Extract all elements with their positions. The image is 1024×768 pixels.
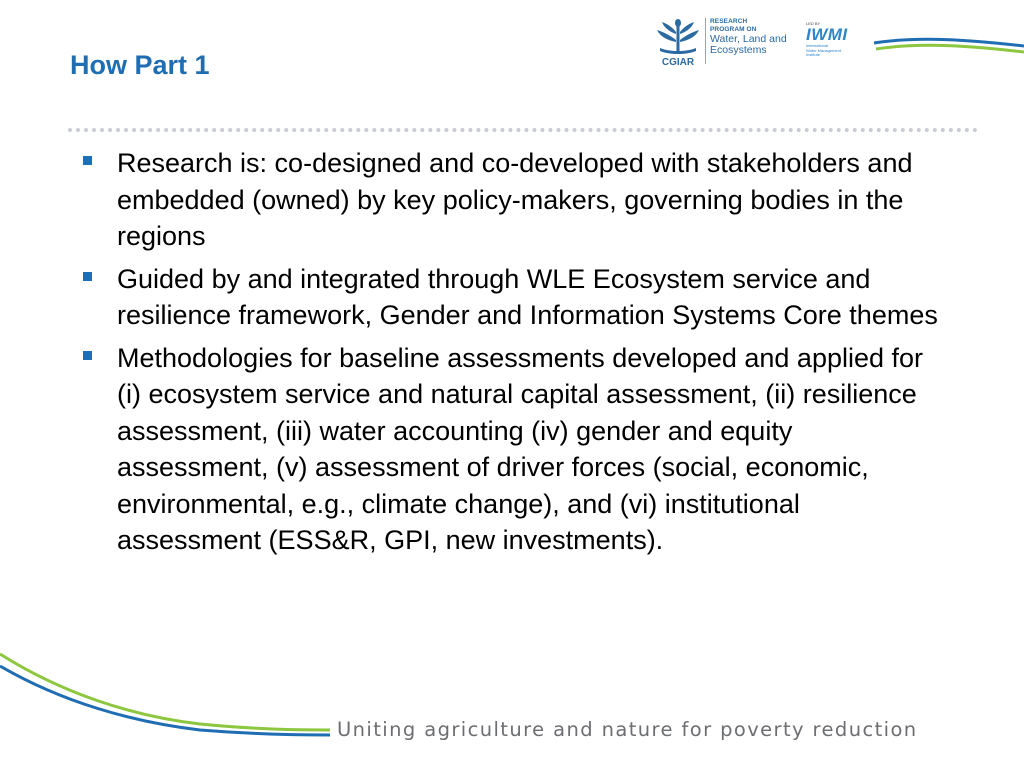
footer-wave-decoration <box>0 630 330 740</box>
bullet-text: Research is: co-designed and co-developed with stakeholders and embedded (owned) by key policy-makers, governing bodies in the regions <box>117 148 913 251</box>
iwmi-sub-2: Water Management <box>806 47 841 53</box>
cgiar-label: CGIAR <box>661 57 695 68</box>
square-bullet-icon <box>83 156 92 165</box>
logo-divider <box>705 18 706 64</box>
wle-line-2: PROGRAM ON <box>710 26 757 33</box>
bullet-text: Guided by and integrated through WLE Ecosystem service and resilience framework, Gender and Information Systems Core themes <box>117 263 938 330</box>
bullet-item <box>80 340 940 559</box>
slide-title: How Part 1 <box>70 50 210 80</box>
bullet-text: Methodologies for baseline assessments developed and applied for (i) ecosystem service and natural capital assessment, (ii) resilience assessment, (iii) water accounting (iv) gender and equity assessment, (v) assessment of driver forces (social, economic, environmental, e.g., climate change), and (vi) institutional assessment (ESS&R, GPI, new investments). <box>117 342 924 555</box>
iwmi-sub-3: Institute <box>806 52 821 57</box>
wle-line-3: Water, Land and <box>710 33 787 45</box>
iwmi-sub-1: International <box>806 43 829 48</box>
wle-line-4: Ecosystems <box>710 44 767 56</box>
bullet-list <box>80 145 940 565</box>
cgiar-emblem-icon <box>652 18 704 68</box>
title-divider <box>68 128 978 132</box>
iwmi-wordmark: IWMI <box>806 25 848 44</box>
iwmi-led-by: LED BY <box>806 21 821 26</box>
bullet-item <box>80 261 940 334</box>
footer-tagline: Uniting agriculture and nature for poverty reduction <box>337 718 918 741</box>
wle-line-1: RESEARCH <box>710 18 748 25</box>
square-bullet-icon <box>83 351 92 360</box>
bullet-item <box>80 145 940 255</box>
header-wave-decoration <box>860 30 1024 70</box>
wle-logo <box>710 18 802 56</box>
iwmi-logo <box>806 21 856 65</box>
cgiar-logo <box>652 18 704 68</box>
square-bullet-icon <box>83 272 92 281</box>
